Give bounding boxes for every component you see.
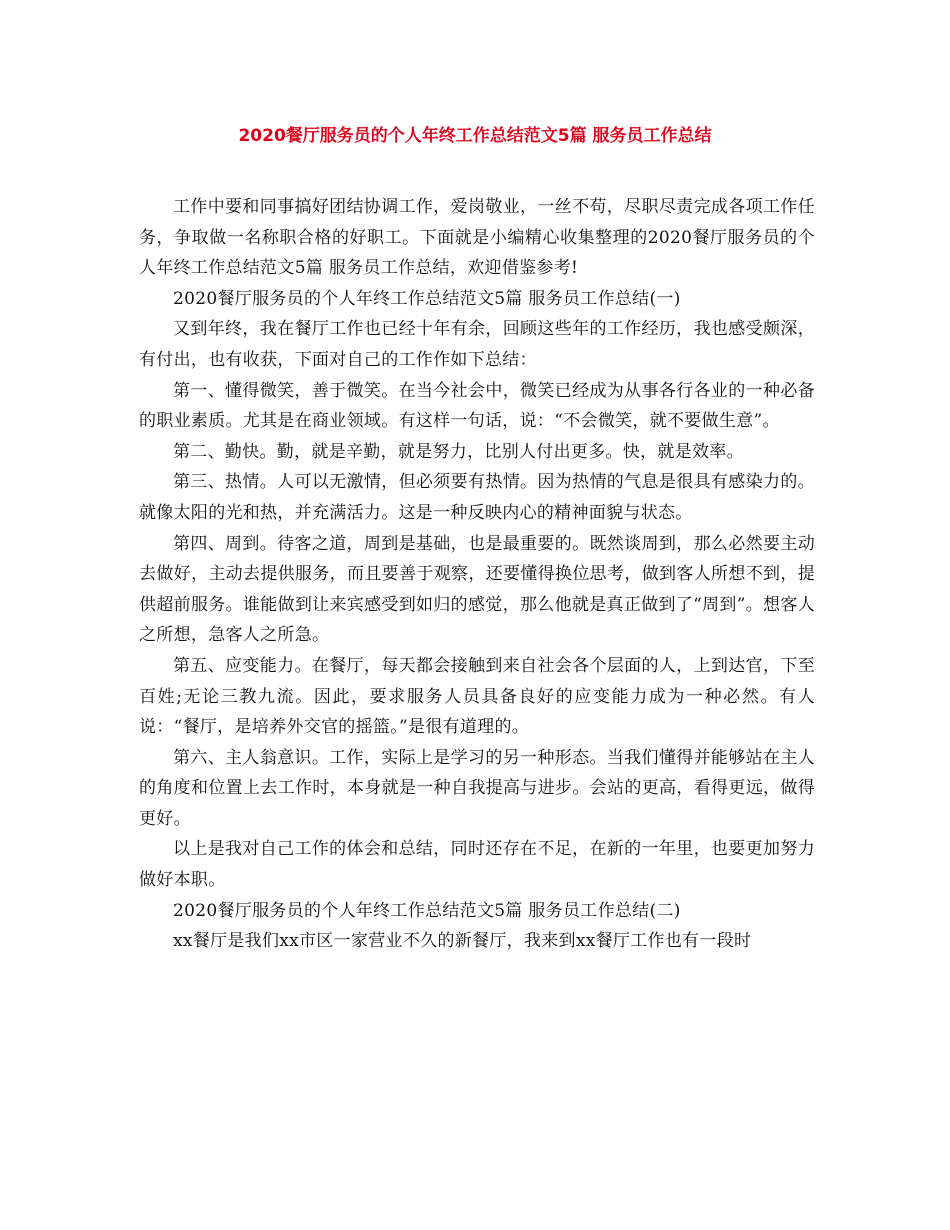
- intro-paragraph: 工作中要和同事搞好团结协调工作，爱岗敬业，一丝不苟，尽职尽责完成各项工作任务，争取做一名称职合格的好职工。下面就是小编精心收集整理的2020餐厅服务员的个人年终工作总结范文5篇 服务员工作总结，欢迎借鉴参考!: [139, 197, 815, 279]
- section-heading-2: 2020餐厅服务员的个人年终工作总结范文5篇 服务员工作总结(二): [173, 900, 681, 921]
- paragraph: 第五、应变能力。在餐厅，每天都会接触到来自社会各个层面的人，上到达官，下至百姓;无论三教九流。因此，要求服务人员具备良好的应变能力成为一种必然。有人说：“餐厅，是培养外交官的摇篮。”是很有道理的。: [139, 655, 815, 738]
- paragraph: 以上是我对自己工作的体会和总结，同时还存在不足，在新的一年里，也要更加努力做好本职。: [139, 839, 815, 891]
- paragraph: 又到年终，我在餐厅工作也已经十年有余，回顾这些年的工作经历，我也感受颇深，有付出，也有收获，下面对自己的工作作如下总结：: [139, 319, 815, 370]
- paragraph: xx餐厅是我们xx市区一家营业不久的新餐厅，我来到xx餐厅工作也有一段时: [173, 931, 752, 952]
- document-title: 2020餐厅服务员的个人年终工作总结范文5篇 服务员工作总结: [238, 126, 712, 146]
- paragraph: 第六、主人翁意识。工作，实际上是学习的另一种形态。当我们懂得并能够站在主人的角度和位置上去工作时，本身就是一种自我提高与进步。会站的更高，看得更远，做得更好。: [139, 747, 815, 829]
- paragraph: 第三、热情。人可以无激情，但必须要有热情。因为热情的气息是很具有感染力的。就像太阳的光和热，并充满活力。这是一种反映内心的精神面貌与状态。: [139, 472, 815, 523]
- paragraph: 第二、勤快。勤，就是辛勤，就是努力，比别人付出更多。快，就是效率。: [173, 441, 744, 462]
- paragraph: 第四、周到。待客之道，周到是基础，也是最重要的。既然谈周到，那么必然要主动去做好，主动去提供服务，而且要善于观察，还要懂得换位思考，做到客人所想不到，提供超前服务。谁能做到让来宾感受到如归的感觉，那么他就是真正做到了“周到”。想客人之所想，急客人之所急。: [139, 533, 815, 646]
- paragraph: 第一、懂得微笑，善于微笑。在当今社会中，微笑已经成为从事各行各业的一种必备的职业素质。尤其是在商业领域。有这样一句话，说：“不会微笑，就不要做生意”。: [139, 380, 815, 432]
- document-body: [139, 192, 815, 957]
- section-heading-1: 2020餐厅服务员的个人年终工作总结范文5篇 服务员工作总结(一): [173, 288, 681, 309]
